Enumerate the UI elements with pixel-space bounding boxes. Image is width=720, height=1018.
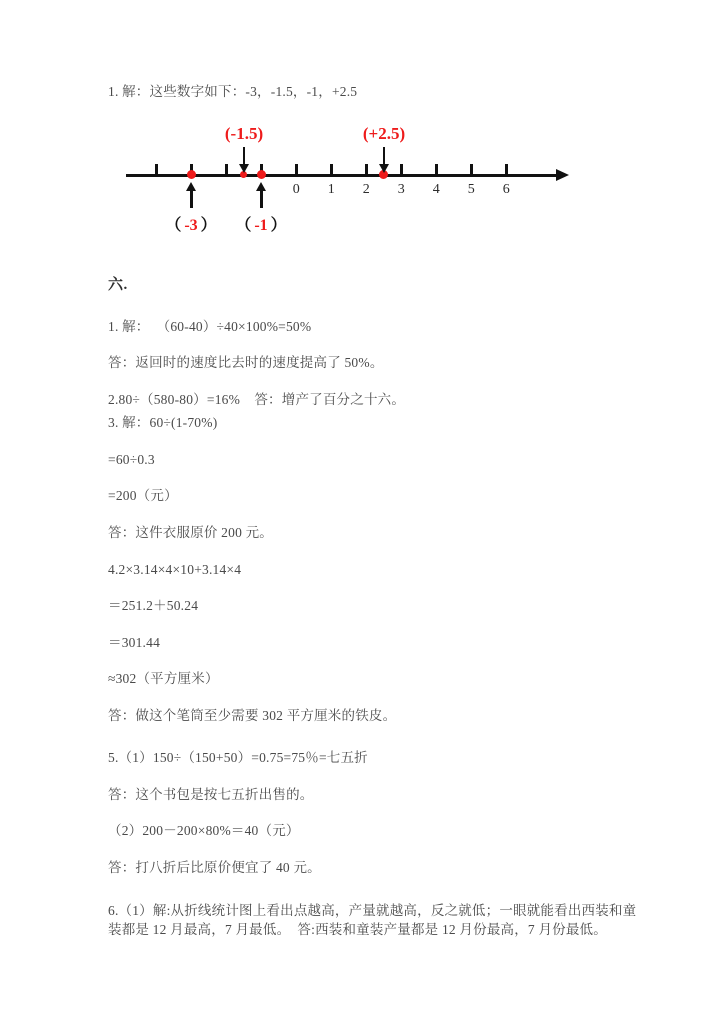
axis-label-1: 1 <box>327 181 335 197</box>
answer-line-11: ≈302（平方厘米） <box>108 671 219 687</box>
answer-line-4: 3. 解：60÷(1-70%) <box>108 415 218 431</box>
axis-label-2: 2 <box>362 181 370 197</box>
answer-line-13: 5.（1）150÷（150+50）=0.75=75％=七五折 <box>108 750 368 766</box>
answer-line-15: （2）200－200×80%＝40（元） <box>108 823 300 839</box>
annotation-plus2point5: (+2.5) <box>362 123 406 143</box>
answer-line-6: =200（元） <box>108 488 178 504</box>
answer-line-2: 答：返回时的速度比去时的速度提高了 50%。 <box>108 355 384 371</box>
tick-five <box>470 164 473 175</box>
axis-label-3: 3 <box>397 181 405 197</box>
answer-line-17: 6.（1）解:从折线统计图上看出点越高，产量就越高，反之就低；一眼就能看出西装和童装都是 12 月最高，7 月最低。 答:西装和童装产量都是 12 月份最高，7 月份最低。 <box>108 902 637 938</box>
tick-four <box>435 164 438 175</box>
tick-minus2 <box>225 164 228 175</box>
answer-line-14: 答：这个书包是按七五折出售的。 <box>108 786 314 802</box>
annotation-minus3: （ -3 ） <box>165 216 217 234</box>
tick-minus4 <box>155 164 158 175</box>
intro-line: 1. 解：这些数字如下：-3，-1.5，-1，+2.5 <box>108 84 358 99</box>
annotation-arrow-minus1 <box>260 190 263 208</box>
section-heading-six: 六. <box>108 276 128 293</box>
point-minus1 <box>257 170 266 179</box>
tick-zero <box>295 164 298 175</box>
answer-line-9: ＝251.2＋50.24 <box>108 598 199 614</box>
tick-six <box>505 164 508 175</box>
answer-line-3: 2.80÷（580-80）=16% 答：增产了百分之十六。 <box>108 391 406 407</box>
document-content <box>108 82 638 940</box>
answer-line-12: 答：做这个笔筒至少需要 302 平方厘米的铁皮。 <box>108 707 397 723</box>
answer-line-5: =60÷0.3 <box>108 451 155 467</box>
annotation-minus1-value: -1 <box>254 216 268 234</box>
number-line-figure <box>108 120 638 250</box>
axis-label-6: 6 <box>502 181 510 197</box>
tick-two <box>365 164 368 175</box>
answer-line-10: ＝301.44 <box>108 634 161 650</box>
axis-label-4: 4 <box>432 181 440 197</box>
tick-one <box>330 164 333 175</box>
answer-line-1: 1. 解： （60-40）÷40×100%=50% <box>108 318 312 334</box>
axis-label-5: 5 <box>467 181 475 197</box>
answer-line-7: 答：这件衣服原价 200 元。 <box>108 524 273 540</box>
annotation-arrow-minus3 <box>190 190 193 208</box>
answer-line-16: 答：打八折后比原价便宜了 40 元。 <box>108 860 321 875</box>
annotation-minus1: （ -1 ） <box>235 216 287 234</box>
annotation-arrow-plus2point5 <box>383 147 386 165</box>
axis-label-0: 0 <box>292 181 300 197</box>
section-six-body <box>108 317 638 940</box>
answer-line-8: 4.2×3.14×4×10+3.14×4 <box>108 561 242 577</box>
axis-arrow-icon <box>556 169 569 181</box>
point-minus3 <box>187 170 196 179</box>
annotation-minus1point5: (-1.5) <box>224 123 264 143</box>
annotation-arrow-minus1point5 <box>243 147 246 165</box>
tick-three <box>400 164 403 175</box>
annotation-minus3-value: -3 <box>184 216 198 234</box>
